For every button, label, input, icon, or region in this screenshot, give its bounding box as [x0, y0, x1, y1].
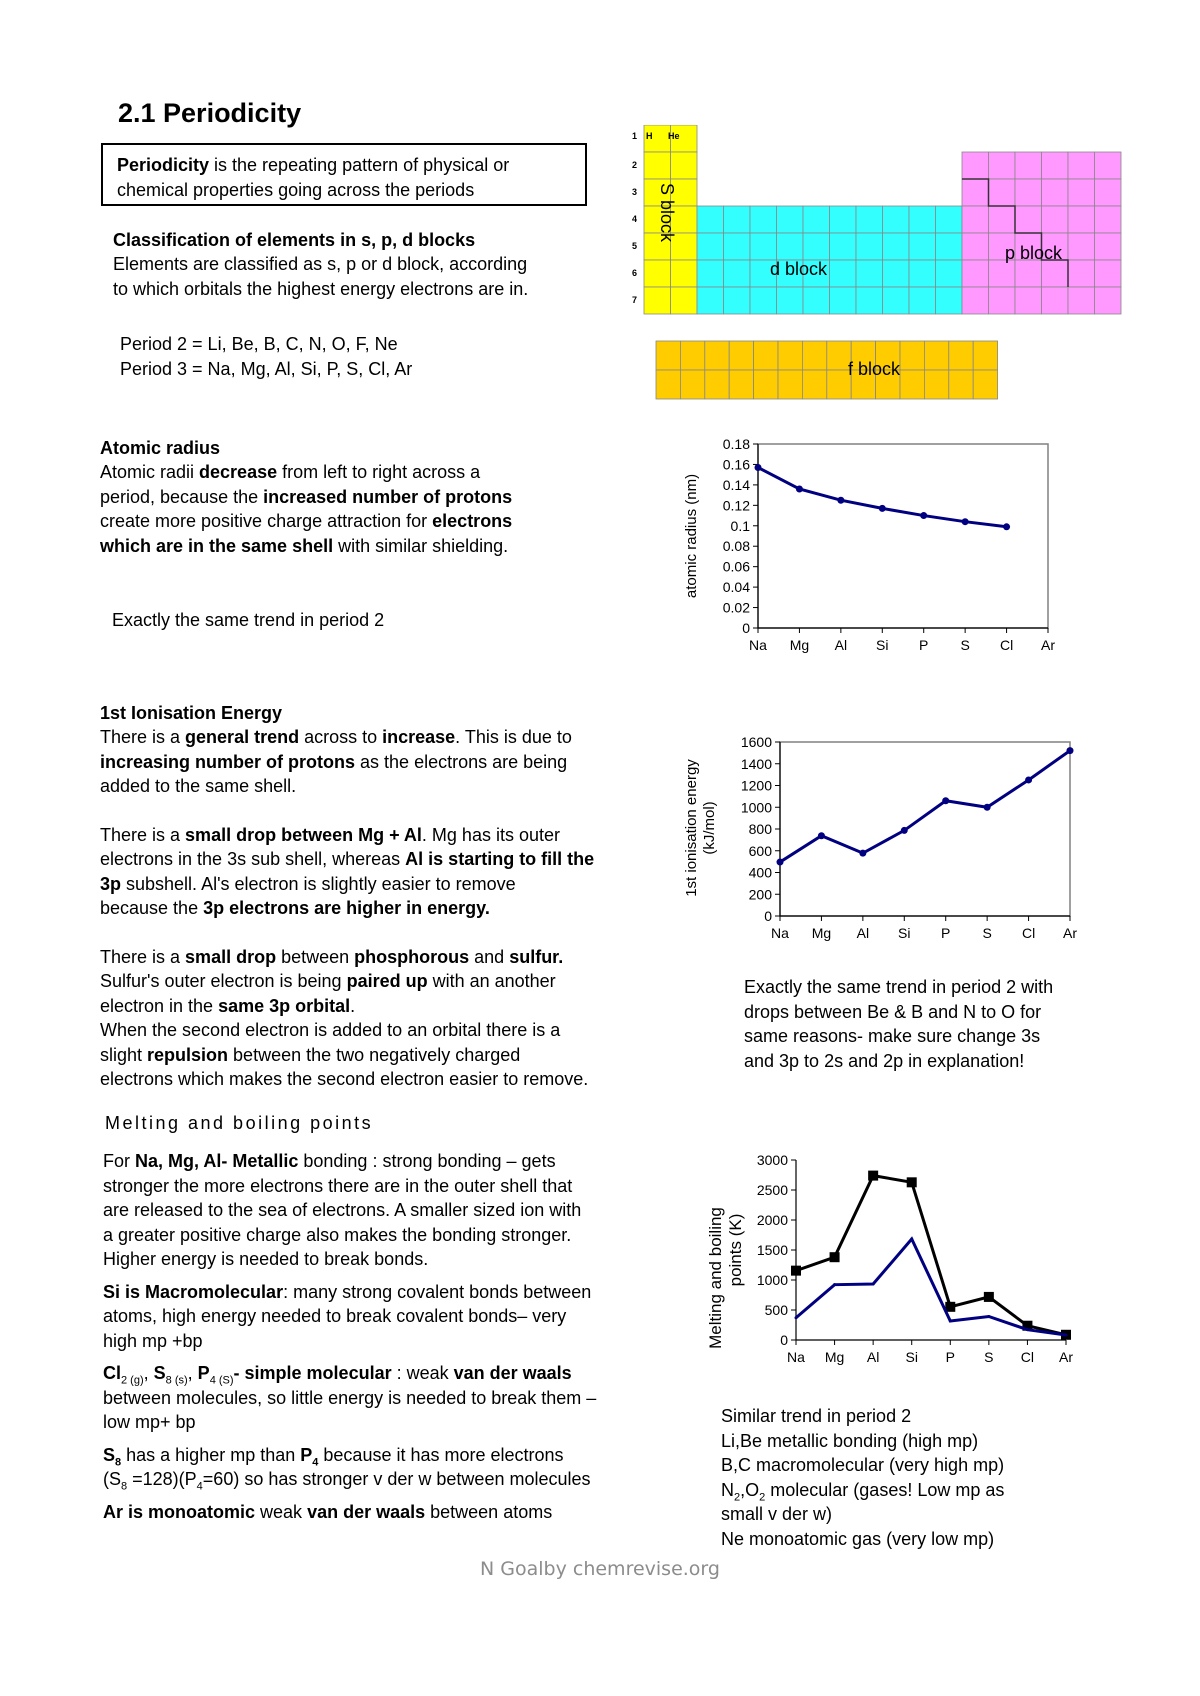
data-point [755, 464, 762, 471]
data-point [962, 518, 969, 525]
data-point [791, 1266, 801, 1276]
data-point [984, 804, 991, 811]
y-tick-label: 600 [748, 842, 772, 859]
y-tick-label: 1000 [756, 1272, 788, 1288]
classification-line-1: Elements are classified as s, p or d block, according [113, 254, 528, 274]
element-cell [729, 370, 753, 399]
y-tick-label: 3000 [756, 1152, 788, 1168]
element-cell [750, 287, 777, 314]
element-cell [856, 260, 883, 287]
y-axis-label: atomic radius (nm) [683, 473, 700, 599]
data-point [920, 512, 927, 519]
ionisation-p1-line-1: There is a general trend across to increase. This is due to [100, 727, 572, 747]
x-tick-label: P [941, 925, 951, 941]
x-tick-label: Al [856, 925, 870, 941]
x-tick-label: Na [787, 1349, 805, 1365]
element-cell [680, 341, 704, 370]
period-2-list: Period 2 = Li, Be, B, C, N, O, F, Ne [120, 334, 398, 354]
element-cell [777, 206, 804, 233]
ionisation-section [100, 701, 680, 1092]
x-tick-label: Mg [811, 925, 832, 941]
element-cell [900, 341, 924, 370]
element-cell [680, 370, 704, 399]
element-cell [778, 341, 802, 370]
element-cell [644, 260, 671, 287]
element-cell [705, 341, 729, 370]
data-point [949, 1319, 952, 1322]
atomic-radius-heading: Atomic radius [100, 438, 221, 458]
x-tick-label: Cl [1020, 1349, 1035, 1365]
element-cell [803, 206, 830, 233]
element-cell [724, 287, 751, 314]
element-cell [962, 152, 989, 179]
element-cell [697, 260, 724, 287]
element-cell [936, 206, 963, 233]
x-tick-label: Si [876, 637, 889, 653]
element-cell [1095, 179, 1122, 206]
element-cell [671, 260, 698, 287]
x-tick-label: P [945, 1349, 955, 1365]
atomic-radius-section [100, 436, 640, 558]
data-point [901, 827, 908, 834]
period-number: 6 [632, 268, 638, 278]
element-cell [1042, 152, 1069, 179]
x-tick-label: Mg [789, 637, 810, 653]
element-cell [671, 287, 698, 314]
y-tick-label: 1000 [740, 799, 772, 816]
element-cell [1068, 206, 1095, 233]
x-tick-label: Ar [1063, 925, 1077, 941]
element-cell [1042, 287, 1069, 314]
data-point [818, 832, 825, 839]
atomic-radius-chart [670, 432, 1060, 662]
ionisation-p3-line-2: Sulfur's outer electron is being paired up with an another [100, 971, 556, 991]
element-cell [1015, 260, 1042, 287]
element-cell [1015, 152, 1042, 179]
y-tick-label: 0.1 [730, 517, 750, 534]
element-cell [989, 206, 1016, 233]
hydrogen-symbol: H [646, 131, 653, 141]
y-tick-label: 0.18 [722, 436, 750, 452]
y-tick-label: 800 [748, 821, 772, 837]
x-tick-label: Al [866, 1349, 880, 1365]
element-cell [909, 260, 936, 287]
x-tick-label: Al [834, 637, 848, 653]
period-number: 4 [632, 214, 638, 224]
element-cell [830, 287, 857, 314]
page-title: 2.1 Periodicity [118, 98, 302, 128]
element-cell [1068, 179, 1095, 206]
element-cell [909, 206, 936, 233]
x-tick-label: Ar [1041, 637, 1055, 653]
element-cell [962, 206, 989, 233]
element-cell [724, 233, 751, 260]
element-cell [909, 287, 936, 314]
period-number: 7 [632, 295, 638, 305]
x-tick-label: Cl [1021, 925, 1036, 941]
y-tick-label: 0.02 [722, 599, 750, 616]
y-tick-label: 200 [748, 886, 772, 903]
x-tick-label: Mg [824, 1349, 845, 1365]
plot-frame [780, 742, 1070, 916]
element-cell [1095, 233, 1122, 260]
element-cell [900, 370, 924, 399]
element-cell [883, 233, 910, 260]
data-point [910, 1238, 913, 1241]
element-cell [724, 260, 751, 287]
data-point [1003, 523, 1010, 530]
period-number: 2 [632, 160, 638, 170]
element-cell [802, 341, 826, 370]
melting-note: Similar trend in period 2 Li,Be metallic bonding (high mp) B,C macromolecular (very high mp) $N_2,O_2$ molecular (gases! Low mp as small v der w) Ne monoatomic gas (very low mp) [721, 1406, 1005, 1549]
element-cell [924, 341, 948, 370]
element-cell [856, 287, 883, 314]
element-cell [924, 370, 948, 399]
element-cell [830, 206, 857, 233]
f-block-label: f block [848, 359, 901, 379]
melting-molecular-para: $Cl_{2 (g)}$, $S_{8 (s)}$, $P_{4 (S)}-$ simple molecular : weak van der waals between molecules, so little energy is needed to break them – low mp+ bp [103, 1363, 597, 1432]
x-tick-label: Si [905, 1349, 918, 1365]
d-block-label: d block [770, 259, 828, 279]
melting-heading: Melting and boiling points [105, 1113, 374, 1133]
element-cell [1042, 206, 1069, 233]
element-cell [644, 152, 671, 179]
data-point [942, 797, 949, 804]
y-tick-label: 0.08 [722, 538, 750, 555]
ionisation-p2-line-1: There is a small drop between Mg + Al. Mg has its outer [100, 824, 560, 845]
definition-line-2: chemical properties going across the periods [117, 179, 475, 200]
element-cell [644, 287, 671, 314]
element-cell [750, 206, 777, 233]
period-lists [120, 332, 412, 381]
data-point [987, 1315, 990, 1318]
element-cell [989, 152, 1016, 179]
y-tick-label: 0 [764, 908, 772, 924]
element-cell [949, 370, 973, 399]
element-cell [803, 233, 830, 260]
data-point [868, 1171, 878, 1181]
element-cell [1095, 152, 1122, 179]
ionisation-p1-line-3: added to the same shell. [100, 776, 297, 796]
element-cell [802, 370, 826, 399]
element-cell [750, 233, 777, 260]
element-cell [973, 341, 997, 370]
element-cell [705, 370, 729, 399]
period-number: 1 [632, 131, 638, 141]
element-cell [754, 370, 778, 399]
element-cell [1042, 260, 1069, 287]
element-cell [936, 287, 963, 314]
element-cell [724, 206, 751, 233]
element-cell [962, 179, 989, 206]
y-tick-label: 0.16 [722, 456, 750, 473]
data-point [830, 1252, 840, 1262]
data-point [1065, 1333, 1068, 1336]
y-tick-label: 500 [764, 1302, 788, 1318]
x-tick-label: Na [771, 925, 789, 941]
element-cell [1068, 287, 1095, 314]
element-cell [1068, 260, 1095, 287]
ionisation-p3-line-5: slight repulsion between the two negatively charged [100, 1044, 521, 1065]
atomic-radius-line-1: Atomic radii decrease from left to right across a [100, 462, 481, 482]
y-axis-label: 1st ionisation energy [683, 759, 700, 897]
element-cell [973, 370, 997, 399]
data-point [907, 1177, 917, 1187]
element-cell [962, 287, 989, 314]
y-axis-label: (kJ/mol) [701, 801, 718, 855]
element-cell [883, 287, 910, 314]
data-point [796, 485, 803, 492]
element-cell [778, 370, 802, 399]
element-cell [856, 206, 883, 233]
y-axis-label: points (K) [726, 1213, 745, 1287]
y-tick-label: 2000 [756, 1212, 788, 1228]
s-block-label: S block [657, 183, 677, 243]
ionisation-p2-line-4: because the 3p electrons are higher in energy. [100, 898, 490, 918]
element-cell [697, 287, 724, 314]
p-block-label: p block [1005, 243, 1063, 263]
y-tick-label: 400 [748, 864, 772, 881]
element-cell [1068, 233, 1095, 260]
data-point [859, 850, 866, 857]
y-tick-label: 2500 [756, 1182, 788, 1198]
classification-heading: Classification of elements in s, p, d blocks [113, 230, 476, 250]
x-tick-label: Si [898, 925, 911, 941]
data-point [833, 1283, 836, 1286]
element-cell [962, 260, 989, 287]
y-tick-label: 0 [780, 1332, 788, 1348]
element-cell [989, 179, 1016, 206]
element-cell [883, 206, 910, 233]
element-cell [671, 152, 698, 179]
element-cell [962, 233, 989, 260]
element-cell [883, 260, 910, 287]
footer-credit: N Goalby chemrevise.org [480, 1558, 720, 1580]
period-number: 3 [632, 187, 638, 197]
element-cell [754, 341, 778, 370]
element-cell [830, 260, 857, 287]
ionisation-p3-line-6: electrons which makes the second electron easier to remove. [100, 1069, 589, 1089]
ionisation-p1-line-2: increasing number of protons as the electrons are being [100, 751, 568, 772]
y-axis-label: Melting and boiling [706, 1207, 725, 1349]
ionisation-p3-line-1: There is a small drop between phosphorous and sulfur. [100, 946, 564, 967]
element-cell [1068, 152, 1095, 179]
ionisation-heading: 1st Ionisation Energy [100, 703, 283, 723]
y-tick-label: 0.12 [722, 497, 750, 514]
ionisation-note: Exactly the same trend in period 2 with drops between Be & B and N to O for same reasons- make sure change 3s and 3p to 2s and 2p in explanation! [744, 977, 1054, 1071]
element-cell [777, 287, 804, 314]
series-line [780, 751, 1070, 862]
classification-section [113, 228, 613, 301]
melting-macromolecular-para: Si is Macromolecular: many strong covalent bonds between atoms, high energy needed to break covalent bonds– very high mp +bp [103, 1281, 592, 1351]
atomic-radius-note: Exactly the same trend in period 2 [112, 610, 385, 630]
element-cell [989, 287, 1016, 314]
ionisation-energy-chart [670, 728, 1090, 958]
x-tick-label: Cl [999, 637, 1014, 653]
definition-line-1: Periodicity is the repeating pattern of physical or [117, 155, 510, 175]
definition-term: Periodicity [117, 155, 210, 175]
melting-s8-p4-para: $S_8$ has a higher mp than $P_4$ because it has more electrons $(S_8 =128)(P_4=60)$ so has stronger v der w between molecules [103, 1444, 591, 1493]
melting-metallic-para: For Na, Mg, Al- Metallic bonding : strong bonding – gets stronger the more electrons there are in the outer shell that are released to the sea of electrons. A smaller sized ion with a greater positive charge also makes the bonding stronger. Higher energy is needed to break bonds. [103, 1151, 582, 1269]
element-cell [1015, 206, 1042, 233]
element-cell [936, 260, 963, 287]
ionisation-p3-line-3: electron in the same 3p orbital. [100, 995, 356, 1016]
element-cell [1015, 179, 1042, 206]
helium-symbol: He [668, 131, 680, 141]
data-point [837, 497, 844, 504]
x-tick-label: Ar [1059, 1349, 1073, 1365]
element-cell [1095, 206, 1122, 233]
plot-frame [758, 444, 1048, 628]
data-point [1025, 776, 1032, 783]
y-tick-label: 0.14 [722, 476, 750, 493]
x-tick-label: S [960, 637, 970, 653]
data-point [777, 859, 784, 866]
element-cell [1095, 287, 1122, 314]
atomic-radius-line-3: create more positive charge attraction for electrons [100, 511, 513, 531]
element-cell [936, 233, 963, 260]
element-cell [1042, 179, 1069, 206]
element-cell [656, 370, 680, 399]
element-cell [1015, 287, 1042, 314]
data-point [879, 505, 886, 512]
periodic-table-diagram [625, 125, 1125, 405]
series-line [758, 468, 1007, 527]
x-tick-label: Na [749, 637, 767, 653]
x-tick-label: S [982, 925, 992, 941]
melting-section [103, 1149, 703, 1532]
y-tick-label: 0 [742, 620, 750, 636]
y-tick-label: 0.06 [722, 558, 750, 575]
y-tick-label: 1400 [740, 755, 772, 772]
melting-boiling-chart [700, 1150, 1100, 1370]
period-3-list: Period 3 = Na, Mg, Al, Si, P, S, Cl, Ar [120, 358, 413, 379]
element-cell [803, 287, 830, 314]
element-cell [697, 206, 724, 233]
element-cell [1095, 260, 1122, 287]
ionisation-p2-line-2: electrons in the 3s sub shell, whereas Al is starting to fill the [100, 849, 595, 869]
y-tick-label: 0.04 [722, 579, 750, 596]
period-number: 5 [632, 241, 638, 251]
data-point [1067, 747, 1074, 754]
element-cell [729, 341, 753, 370]
melting-argon-para: Ar is monoatomic weak van der waals between atoms [103, 1501, 553, 1522]
data-point [1026, 1328, 1029, 1331]
ionisation-p2-line-3: 3p subshell. Al's electron is slightly easier to remove [100, 873, 516, 894]
data-point [872, 1283, 875, 1286]
x-tick-label: P [919, 637, 929, 653]
element-cell [949, 341, 973, 370]
data-point [984, 1292, 994, 1302]
definition-box [101, 143, 587, 206]
y-tick-label: 1200 [740, 777, 772, 794]
element-cell [989, 260, 1016, 287]
y-tick-label: 1500 [756, 1242, 788, 1258]
classification-line-2: to which orbitals the highest energy electrons are in. [113, 278, 529, 299]
ionisation-p3-line-4: When the second electron is added to an orbital there is a [100, 1020, 561, 1040]
y-tick-label: 1600 [740, 734, 772, 750]
x-tick-label: S [984, 1349, 994, 1365]
element-cell [697, 233, 724, 260]
element-cell [830, 233, 857, 260]
element-cell [777, 233, 804, 260]
element-cell [856, 233, 883, 260]
data-point [795, 1316, 798, 1319]
atomic-radius-line-2: period, because the increased number of protons [100, 486, 513, 507]
atomic-radius-line-4: which are in the same shell with similar shielding. [100, 535, 509, 556]
element-cell [909, 233, 936, 260]
element-cell [656, 341, 680, 370]
